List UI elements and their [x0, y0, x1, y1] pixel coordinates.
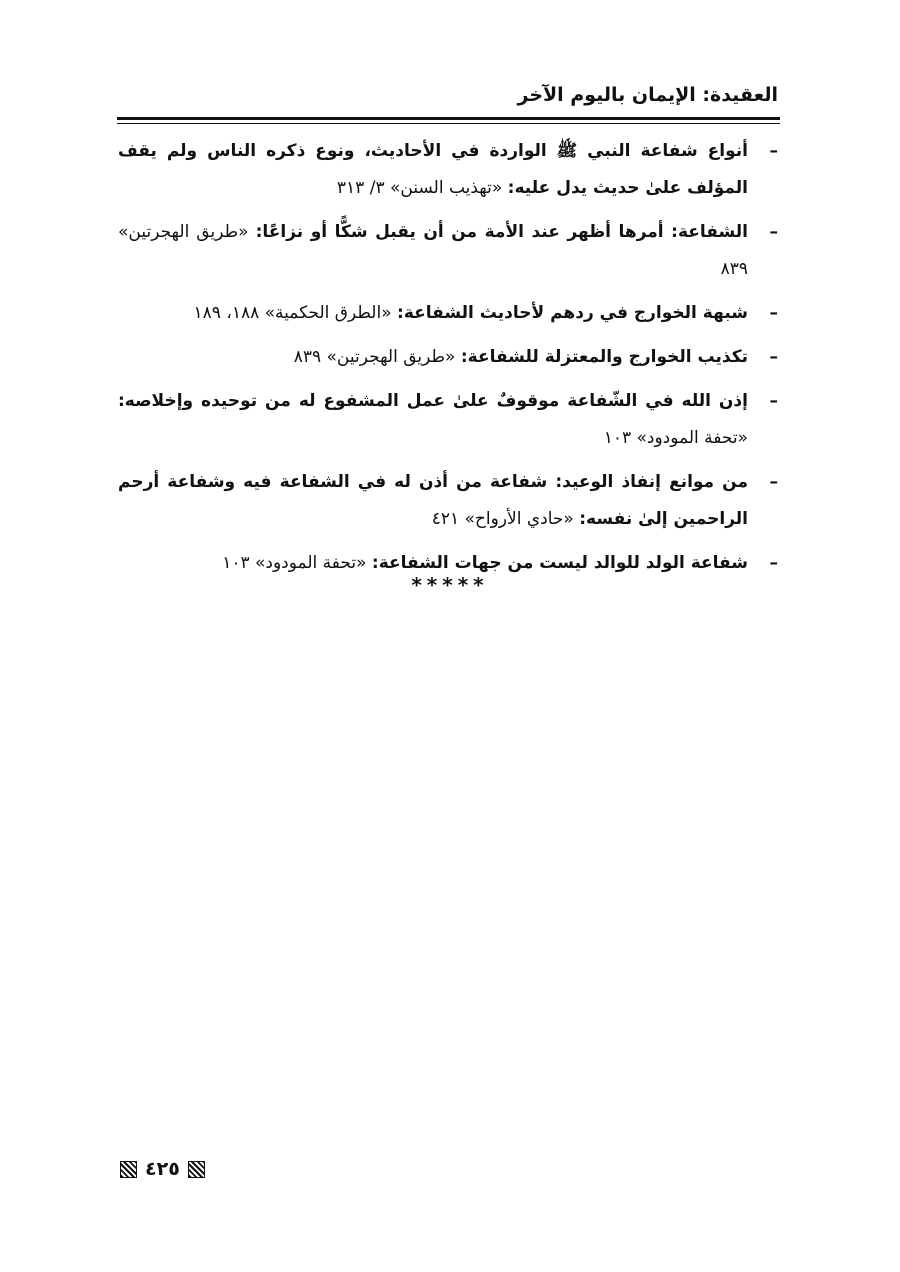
entry-reference: «طريق الهجرتين» ٨٣٩ — [118, 222, 748, 279]
entry-subject: تكذيب الخوارج والمعتزلة للشفاعة: — [460, 347, 748, 367]
entry-subject: من موانع إنفاذ الوعيد: شفاعة من أذن له في الشفاعة فيه وشفاعة أرحم الراحمين إلىٰ نفسه: — [118, 472, 748, 529]
entry-bullet: – — [769, 553, 778, 573]
entry-subject: إذن الله في الشّفاعة موقوفٌ علىٰ عمل المشفوع له من توحيده وإخلاصه: — [118, 391, 748, 411]
section-ornament: ***** — [411, 573, 489, 597]
header-rule-thin — [117, 123, 780, 124]
entry-bullet: – — [769, 472, 778, 492]
entry-bullet: – — [769, 347, 778, 367]
index-entry — [118, 464, 778, 538]
running-header: العقيدة: الإيمان باليوم الآخر — [517, 84, 778, 106]
index-entries — [118, 133, 778, 589]
entry-subject: الشفاعة: أمرها أظهر عند الأمة من أن يقبل شكًّا أو نزاعًا: — [255, 222, 749, 242]
ornament-square-icon — [120, 1161, 137, 1178]
header-rule — [117, 117, 780, 120]
entry-reference: «تحفة المودود» ١٠٣ — [222, 553, 367, 573]
entry-subject: أنواع شفاعة النبي ﷺ الواردة في الأحاديث، ونوع ذكره الناس ولم يقف المؤلف علىٰ حديث يدل عليه: — [118, 141, 748, 198]
entry-bullet: – — [769, 303, 778, 323]
entry-reference: «تهذيب السنن» ٣/ ٣١٣ — [336, 178, 503, 198]
entry-subject: شبهة الخوارج في ردهم لأحاديث الشفاعة: — [397, 303, 748, 323]
page-number-block — [120, 1157, 205, 1181]
entry-bullet: – — [769, 391, 778, 411]
entry-bullet: – — [769, 141, 778, 161]
index-entry — [118, 133, 778, 207]
index-entry — [118, 295, 778, 332]
index-entry — [118, 339, 778, 376]
entry-subject: شفاعة الولد للوالد ليست من جهات الشفاعة: — [371, 553, 748, 573]
ornament-square-icon — [188, 1161, 205, 1178]
entry-reference: «تحفة المودود» ١٠٣ — [603, 428, 748, 448]
index-entry — [118, 214, 778, 288]
entry-reference: «الطرق الحكمية» ١٨٨، ١٨٩ — [193, 303, 392, 323]
page-number: ٤٢٥ — [145, 1158, 180, 1180]
entry-reference: «طريق الهجرتين» ٨٣٩ — [293, 347, 456, 367]
index-entry — [118, 383, 778, 457]
entry-bullet: – — [769, 222, 778, 242]
entry-reference: «حادي الأرواح» ٤٢١ — [431, 509, 574, 529]
